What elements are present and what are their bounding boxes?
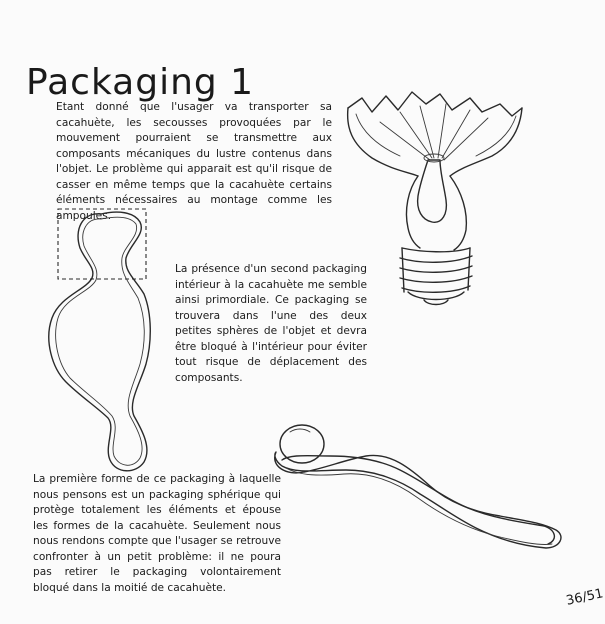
inner-packaging-paragraph: La présence d'un second packaging intérieur à la cacahuète me semble ainsi primordiale. Ce packaging se trouvera dans l'une des deux petites sphères de l'objet et devra être bloqué à l'intérieur pour éviter tout risque de déplacement des composants. (175, 263, 367, 384)
half-shell-drawing (275, 425, 561, 548)
spherical-packaging-paragraph: La première forme de ce packaging à laquelle nous pensons est un packaging sphérique qui protège totalement les éléments et épouse les formes de la cacahuète. Seulement nous nous rendons compte que l'usager se retrouve confronter à un petit problème: il ne poura pas retirer le packaging volontairement bloqué dans la moitié de cacahuète. (33, 473, 281, 594)
intro-paragraph: Etant donné que l'usager va transporter sa cacahuète, les secousses provoquées par le mouvement pourraient se transmettre aux composants mécaniques du lustre contenus dans l'objet. Le problème qui apparait est qu'il risque de casser en même temps que la cacahuète certains éléments nécessaires au montage comme les ampoules. (56, 101, 332, 222)
page-number: 36/51 (564, 586, 605, 609)
page-title: Packaging 1 (26, 62, 255, 104)
